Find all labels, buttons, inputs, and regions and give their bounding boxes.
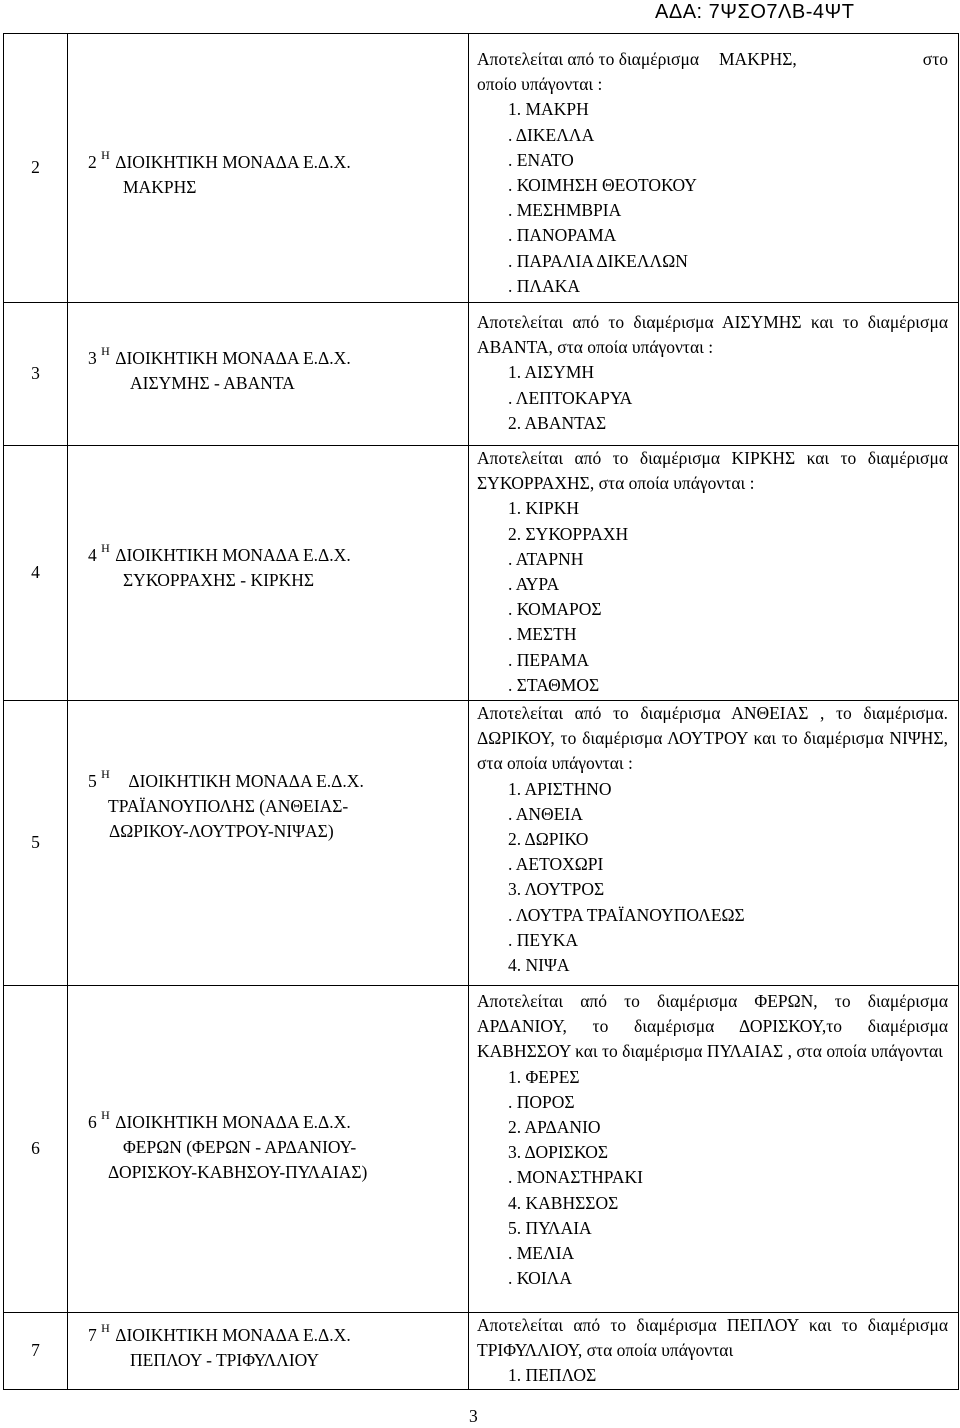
row-number: 4	[4, 446, 68, 701]
unit-area: ΣΥΚΟΡΡΑΧΗΣ - ΚΙΡΚΗΣ	[123, 570, 315, 591]
list-item: 3. ΔΟΡΙΣΚΟΣ	[508, 1142, 609, 1163]
list-item: . ΚΟΙΛΑ	[508, 1268, 572, 1289]
page-number: 3	[469, 1406, 478, 1426]
list-item: 2. ΑΒΑΝΤΑΣ	[508, 412, 607, 433]
unit-area: ΜΑΚΡΗΣ	[123, 177, 197, 198]
list-item: . ΛΟΥΤΡΑ ΤΡΑΪΑΝΟΥΠΟΛΕΩΣ	[508, 904, 745, 925]
list-item: . ΜΕΛΙΑ	[508, 1243, 575, 1264]
unit-area: ΠΕΠΛΟΥ - ΤΡΙΦΥΛΛΙΟΥ	[130, 1350, 320, 1371]
list-item: . ΑΤΑΡΝΗ	[508, 548, 584, 569]
list-item: . ΠΑΝΟΡΑΜΑ	[508, 225, 617, 246]
table-row	[4, 701, 959, 986]
list-item: . ΠΟΡΟΣ	[508, 1091, 575, 1112]
list-item: . ΜΕΣΤΗ	[508, 624, 577, 645]
list-item: 2. ΔΩΡΙΚΟ	[508, 829, 589, 850]
unit-area: ΦΕΡΩΝ (ΦΕΡΩΝ - ΑΡΔΑΝΙΟΥ-	[123, 1137, 357, 1158]
list-item: . ΚΟΜΑΡΟΣ	[508, 599, 602, 620]
list-item: . ΠΕΡΑΜΑ	[508, 649, 590, 670]
row-number: 3	[4, 303, 68, 446]
row-number: 2	[4, 34, 68, 303]
list-item: . ΑΕΤΟΧΩΡΙ	[508, 854, 604, 875]
list-item: . ΕΝΑΤΟ	[508, 149, 574, 170]
row-number: 6	[4, 986, 68, 1313]
list-item: . ΚΟΙΜΗΣΗ ΘΕΟΤΟΚΟΥ	[508, 175, 697, 196]
unit-name-cell: 7 $^H$ ΔΙΟΙΚΗΤΙΚΗ ΜΟΝΑΔΑ Ε.Δ.Χ. ΠΕΠΛΟΥ - ΤΡΙΦΥΛΛΙΟΥ	[68, 1313, 469, 1390]
unit-description: Αποτελείται από το διαμέρισμα ΜΑΚΡΗΣ, στο οποίο υπάγονται : 1. ΜΑΚΡΗ . ΔΙΚΕΛΛΑ . ΕΝΑΤΟ . ΚΟΙΜΗΣΗ ΘΕΟΤΟΚΟΥ . ΜΕΣΗΜΒΡΙΑ . ΠΑΝΟΡΑΜΑ . ΠΑΡΑΛΙΑ ΔΙΚΕΛΛΩΝ . ΠΛΑΚΑ	[469, 34, 959, 303]
units-table	[3, 33, 959, 1390]
locality-list	[477, 97, 948, 299]
list-item: 5. ΠΥΛΑΙΑ	[508, 1217, 592, 1238]
list-item: 4. ΚΑΒΗΣΣΟΣ	[508, 1192, 619, 1213]
list-item: . ΛΕΠΤΟΚΑΡΥΑ	[508, 387, 633, 408]
unit-name-cell: 6 $^H$ ΔΙΟΙΚΗΤΙΚΗ ΜΟΝΑΔΑ Ε.Δ.Χ. ΦΕΡΩΝ (ΦΕΡΩΝ - ΑΡΔΑΝΙΟΥ- ΔΟΡΙΣΚΟΥ-ΚΑΒΗΣΟΥ-ΠΥΛΑΙΑΣ)	[68, 986, 469, 1313]
list-item: . ΣΤΑΘΜΟΣ	[508, 674, 600, 695]
list-item: 1. ΠΕΠΛΟΣ	[508, 1365, 597, 1386]
list-item: 3. ΛΟΥΤΡΟΣ	[508, 879, 605, 900]
list-item: . ΑΥΡΑ	[508, 574, 560, 595]
unit-description: Αποτελείται από το διαμέρισμα ΠΕΠΛΟΥ και το διαμέρισμα ΤΡΙΦΥΛΛΙΟΥ, στα οποία υπάγονται 1. ΠΕΠΛΟΣ	[469, 1313, 959, 1390]
table-row	[4, 34, 959, 303]
locality-list	[477, 777, 948, 979]
unit-name-cell: 3 $^H$ ΔΙΟΙΚΗΤΙΚΗ ΜΟΝΑΔΑ Ε.Δ.Χ. ΑΙΣΥΜΗΣ - ΑΒΑΝΤΑ	[68, 303, 469, 446]
unit-description: Αποτελείται από το διαμέρισμα ΑΝΘΕΙΑΣ , το διαμέρισμα. ΔΩΡΙΚΟΥ, το διαμέρισμα ΛΟΥΤΡΟΥ και το διαμέρισμα ΝΙΨΗΣ, στα οποία υπάγονται : 1. ΑΡΙΣΤΗΝΟ . ΑΝΘΕΙΑ 2. ΔΩΡΙΚΟ . ΑΕΤΟΧΩΡΙ 3. ΛΟΥΤΡΟΣ . ΛΟΥΤΡΑ ΤΡΑΪΑΝΟΥΠΟΛΕΩΣ . ΠΕΥΚΑ 4. ΝΙΨΑ	[469, 701, 959, 986]
locality-list	[477, 1065, 948, 1292]
list-item: . ΠΑΡΑΛΙΑ ΔΙΚΕΛΛΩΝ	[508, 250, 688, 271]
list-item: . ΜΕΣΗΜΒΡΙΑ	[508, 200, 622, 221]
list-item: 4. ΝΙΨΑ	[508, 955, 570, 976]
list-item: . ΜΟΝΑΣΤΗΡΑΚΙ	[508, 1167, 643, 1188]
unit-description: Αποτελείται από το διαμέρισμα ΦΕΡΩΝ, το διαμέρισμα ΑΡΔΑΝΙΟΥ, το διαμέρισμα ΔΟΡΙΣΚΟΥ,το διαμέρισμα ΚΑΒΗΣΣΟΥ και το διαμέρισμα ΠΥΛΑΙΑΣ , στα οποία υπάγονται 1. ΦΕΡΕΣ . ΠΟΡΟΣ 2. ΑΡΔΑΝΙΟ 3. ΔΟΡΙΣΚΟΣ . ΜΟΝΑΣΤΗΡΑΚΙ 4. ΚΑΒΗΣΣΟΣ 5. ΠΥΛΑΙΑ . ΜΕΛΙΑ . ΚΟΙΛΑ	[469, 986, 959, 1313]
table-row	[4, 303, 959, 446]
unit-area-continued: ΔΟΡΙΣΚΟΥ-ΚΑΒΗΣΟΥ-ΠΥΛΑΙΑΣ)	[108, 1162, 368, 1183]
list-item: 2. ΑΡΔΑΝΙΟ	[508, 1117, 601, 1138]
unit-description: Αποτελείται από το διαμέρισμα ΚΙΡΚΗΣ και το διαμέρισμα ΣΥΚΟΡΡΑΧΗΣ, στα οποία υπάγονται : 1. ΚΙΡΚΗ 2. ΣΥΚΟΡΡΑΧΗ . ΑΤΑΡΝΗ . ΑΥΡΑ . ΚΟΜΑΡΟΣ . ΜΕΣΤΗ . ΠΕΡΑΜΑ . ΣΤΑΘΜΟΣ	[469, 446, 959, 701]
list-item: 1. ΦΕΡΕΣ	[508, 1066, 580, 1087]
unit-area: ΤΡΑΪΑΝΟΥΠΟΛΗΣ (ΑΝΘΕΙΑΣ-	[108, 796, 349, 817]
unit-name-cell: 2 $^H$ ΔΙΟΙΚΗΤΙΚΗ ΜΟΝΑΔΑ Ε.Δ.Χ. ΜΑΚΡΗΣ	[68, 34, 469, 303]
locality-list	[477, 496, 948, 698]
list-item: . ΑΝΘΕΙΑ	[508, 803, 583, 824]
unit-description: Αποτελείται από το διαμέρισμα ΑΙΣΥΜΗΣ και το διαμέρισμα ΑΒΑΝΤΑ, στα οποία υπάγονται : 1. ΑΙΣΥΜΗ . ΛΕΠΤΟΚΑΡΥΑ 2. ΑΒΑΝΤΑΣ	[469, 303, 959, 446]
list-item: . ΔΙΚΕΛΛΑ	[508, 124, 595, 145]
list-item: 1. ΚΙΡΚΗ	[508, 498, 579, 519]
ada-code: ΑΔΑ: 7ΨΣΟ7ΛΒ-4ΨΤ	[655, 1, 855, 23]
unit-area: ΑΙΣΥΜΗΣ - ΑΒΑΝΤΑ	[130, 373, 295, 394]
list-item: 1. ΑΙΣΥΜΗ	[508, 362, 595, 383]
row-number: 5	[4, 701, 68, 986]
locality-list	[477, 1363, 948, 1388]
unit-area-continued: ΔΩΡΙΚΟΥ-ΛΟΥΤΡΟΥ-ΝΙΨΑΣ)	[109, 821, 334, 842]
list-item: . ΠΛΑΚΑ	[508, 275, 580, 296]
locality-list	[477, 360, 948, 436]
list-item: 1. ΑΡΙΣΤΗΝΟ	[508, 778, 612, 799]
unit-name-cell: 5 $^H$ ΔΙΟΙΚΗΤΙΚΗ ΜΟΝΑΔΑ Ε.Δ.Χ. ΤΡΑΪΑΝΟΥΠΟΛΗΣ (ΑΝΘΕΙΑΣ- ΔΩΡΙΚΟΥ-ΛΟΥΤΡΟΥ-ΝΙΨΑΣ)	[68, 701, 469, 986]
table-row	[4, 1313, 959, 1390]
list-item: 1. ΜΑΚΡΗ	[508, 99, 589, 120]
table-row	[4, 446, 959, 701]
list-item: 2. ΣΥΚΟΡΡΑΧΗ	[508, 523, 629, 544]
list-item: . ΠΕΥΚΑ	[508, 929, 578, 950]
table-row	[4, 986, 959, 1313]
unit-name-cell: 4 $^H$ ΔΙΟΙΚΗΤΙΚΗ ΜΟΝΑΔΑ Ε.Δ.Χ. ΣΥΚΟΡΡΑΧΗΣ - ΚΙΡΚΗΣ	[68, 446, 469, 701]
row-number: 7	[4, 1313, 68, 1390]
